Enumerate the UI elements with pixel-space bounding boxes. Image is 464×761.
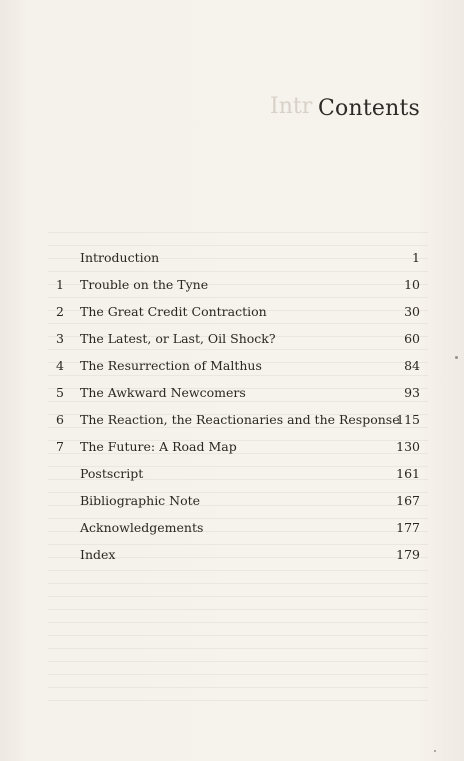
toc-entry-chapter-7 — [50, 437, 422, 464]
toc-entry-chapter-4 — [50, 356, 422, 383]
page-number: 161 — [396, 466, 420, 481]
chapter-title: The Future: A Road Map — [80, 439, 237, 454]
chapter-title: Introduction — [80, 250, 160, 265]
chapter-number: 3 — [56, 331, 64, 346]
chapter-number: 4 — [56, 358, 64, 373]
chapter-title: Acknowledgements — [80, 520, 204, 535]
toc-entry-index — [50, 545, 422, 572]
page-number: 10 — [404, 277, 420, 292]
toc-entry-bibliographic-note — [50, 491, 422, 518]
page-number: 177 — [396, 520, 420, 535]
toc-entry-chapter-2 — [50, 302, 422, 329]
chapter-title: The Latest, or Last, Oil Shock? — [80, 331, 276, 346]
page-number: 115 — [396, 412, 420, 427]
page-number: 84 — [404, 358, 420, 373]
page-number: 93 — [404, 385, 420, 400]
chapter-title: Postscript — [80, 466, 144, 481]
toc-entry-chapter-3 — [50, 329, 422, 356]
show-through-heading: Intr — [270, 94, 313, 119]
chapter-number: 5 — [56, 385, 64, 400]
chapter-number: 2 — [56, 304, 64, 319]
page-number: 30 — [404, 304, 420, 319]
toc-entry-introduction — [50, 248, 422, 275]
page-number: 167 — [396, 493, 420, 508]
page-number: 60 — [404, 331, 420, 346]
chapter-title: The Reaction, the Reactionaries and the Response — [80, 412, 400, 427]
chapter-title: The Resurrection of Malthus — [80, 358, 262, 373]
toc-entry-chapter-1 — [50, 275, 422, 302]
toc-entry-chapter-6 — [50, 410, 422, 437]
paper-speck — [455, 356, 458, 359]
toc-entry-postscript — [50, 464, 422, 491]
page-number: 179 — [396, 547, 420, 562]
chapter-number: 6 — [56, 412, 64, 427]
chapter-title: The Great Credit Contraction — [80, 304, 267, 319]
chapter-number: 1 — [56, 277, 64, 292]
chapter-title: Trouble on the Tyne — [80, 277, 209, 292]
chapter-title: The Awkward Newcomers — [80, 385, 246, 400]
table-of-contents — [50, 248, 422, 572]
page-number: 130 — [396, 439, 420, 454]
chapter-title: Bibliographic Note — [80, 493, 201, 508]
paper-speck — [434, 750, 436, 752]
toc-entry-chapter-5 — [50, 383, 422, 410]
page-title: Contents — [317, 96, 420, 121]
chapter-title: Index — [80, 547, 116, 562]
page-number: 1 — [412, 250, 420, 265]
toc-entry-acknowledgements — [50, 518, 422, 545]
chapter-number: 7 — [56, 439, 64, 454]
